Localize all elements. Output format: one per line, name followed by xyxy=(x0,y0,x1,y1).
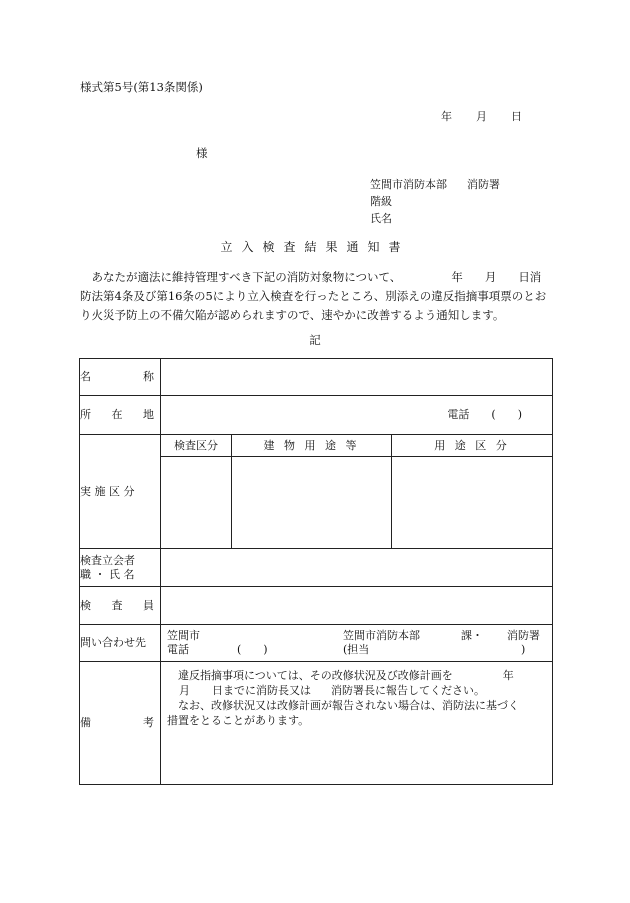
form-number: 様式第5号(第13条関係) xyxy=(80,80,203,94)
usage-category-value xyxy=(392,457,553,549)
col-usage-category: 用 途 区 分 xyxy=(392,435,553,457)
building-use-value xyxy=(232,457,392,549)
inspection-form-table xyxy=(79,358,553,785)
inspection-category-value xyxy=(161,457,232,549)
witness-label: 検査立会者 職 ・ 氏 名 xyxy=(80,549,161,587)
sender-organization: 笠間市消防本部 xyxy=(370,178,447,191)
recipient-suffix: 様 xyxy=(196,146,208,160)
date-day: 日 xyxy=(511,110,522,123)
remarks-value: 違反指摘事項については、その改修状況及び改修計画を 年 月 日までに消防長又は 消防署長に報告してください。 なお、改修状況又は改修計画が報告されない場合は、消防法に基づく 措置をとることがあります。 xyxy=(161,662,553,785)
sender-name: 氏名 xyxy=(370,212,392,225)
inquiry-label: 問い合わせ先 xyxy=(80,625,161,662)
inquiry-value: 笠間市 笠間市消防本部 課・ 消防署 電話 ( ) (担当 ) xyxy=(161,625,553,662)
name-value xyxy=(161,359,553,396)
sender-rank: 階級 xyxy=(370,195,392,208)
ki-heading: 記 xyxy=(309,333,321,347)
date-year: 年 xyxy=(441,110,452,123)
col-inspection-category: 検査区分 xyxy=(161,435,232,457)
remarks-label: 備 考 xyxy=(80,662,161,785)
name-label: 名 称 xyxy=(80,359,161,396)
notice-body: あなたが適法に維持管理すべき下記の消防対象物について、 年 月 日消 防法第4条及び第16条の5により立入検査を行ったところ、別添えの違反指摘事項票のとお り火災予防上の不備欠陥が認められますので、速やかに改善するよう通知します。 xyxy=(80,270,547,322)
inspector-value xyxy=(161,587,553,625)
sender-block xyxy=(370,176,500,227)
date-month: 月 xyxy=(476,110,487,123)
sender-station: 消防署 xyxy=(467,178,500,191)
date-line xyxy=(441,110,522,123)
phone-label: 電話 xyxy=(447,408,470,422)
location-label: 所 在 地 xyxy=(80,396,161,435)
implementation-label: 実 施 区 分 xyxy=(80,435,161,549)
witness-value xyxy=(161,549,553,587)
col-building-use: 建 物 用 途 等 xyxy=(232,435,392,457)
location-value: 電話 ( ) xyxy=(161,396,553,435)
document-title: 立入検査結果通知書 xyxy=(220,240,410,254)
inspector-label: 検 査 員 xyxy=(80,587,161,625)
